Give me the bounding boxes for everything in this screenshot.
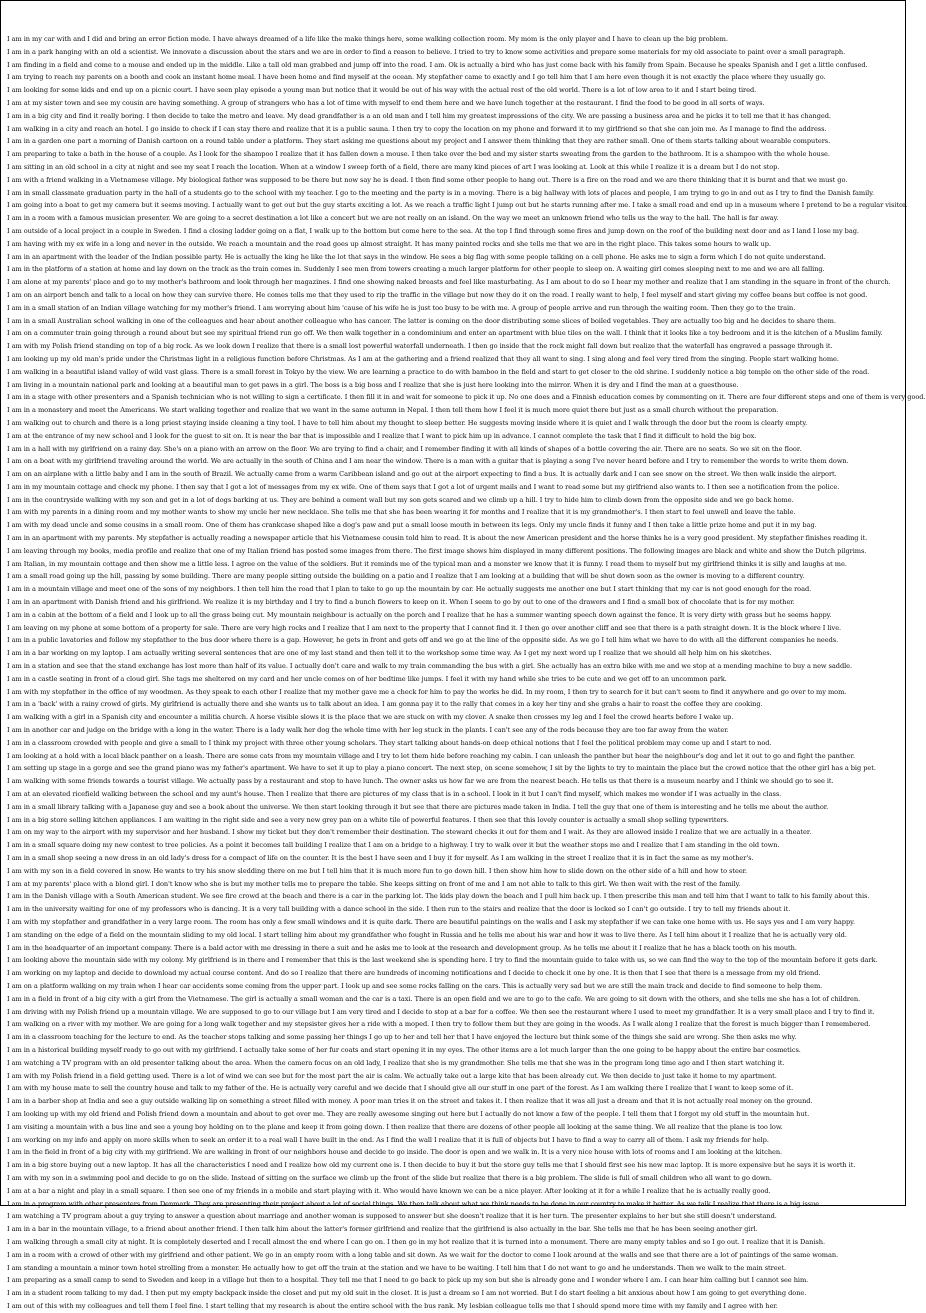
text-line: I am living in a mountain national park and looking at a beautiful man to get paws in a girl. The boss is a big boss and I realize that she is just here looking into the mirror. When it is dry and I find the man at a guesthouse. <box>7 380 739 389</box>
text-line: I am leaving through my books, media profile and realize that one of my Italian friend has posted some images from there. The first image shows him displayed in many different positions. The following images are black and white and show the Dutch pilgrims. <box>7 546 867 555</box>
text-line: I am in a hall with my girlfriend on a rainy day. She's on a piano with an arrow on the floor. We are trying to find a chair, and I remember finding it with all kinds of shapes of a bottle covering the air. There are no seats. So we sit on the floor. <box>7 444 802 453</box>
text-line: I am on a boat with my girlfriend traveling around the world. We are actually in the south of China and I am near the window. There is a man with a guitar that is playing a song I've never heard before and I try to remember the words to write them down. <box>7 457 849 466</box>
text-line: I am on a commuter train going through a round about but see my spiritual friend run go off. We then walk together in a condominium and enter an apartment with blue tiles on the wall. I think that it looks like a toy bedroom and it is the kitchen of a Muslim family. <box>7 329 883 338</box>
text-line: I am on my way to the airport with my supervisor and her husband. I show my ticket but they don't remember their destination. The steward checks it out for them and I wait. As they are allowed inside I realize that we are actually in a theater. <box>7 828 812 837</box>
text-line: I am setting up stage in a gorge and see the grand piano was my father's apartment. We have to set it up to play a piano concert. The next step, on scene somehow, I sit by the lights to try to maintain the place but the crowd notice that the other girl has a big pet. <box>7 764 876 773</box>
text-line: I am in a station and see that the stand exchange has lost more than half of its value. I actually don't care and walk to my train commanding the bus with a girl. She actually has an extra bike with me and we stop at a mending machine to buy a new saddle. <box>7 662 853 671</box>
text-line: I am at my sister town and see my cousin are having something. A group of strangers who has a lot of time with myself to end them here and we have lunch together at the restaurant. I find the food to be good in all sorts of ways. <box>7 98 765 107</box>
text-line: I am with my parents in a dining room and my mother wants to show my uncle her new necklace. She tells me that she has been wearing it for months and I realize that it is my grandmother's. I then start to feel unwell and leave the table. <box>7 508 796 517</box>
text-line: I am in a student room talking to my dad. I then put my empty backpack inside the closet and put my old suit in the closet. It is just a dream so I am not worried. But I do start feeling a bit anxious about how I am going to get everything done. <box>7 1289 807 1298</box>
text-line: I am with my Polish friend standing on top of a big rock. As we look down I realize that there is a small lost powerful waterfall underneath. I then go inside that the rock might fall down but realize that the waterfall has engraved a passage through it. <box>7 342 833 351</box>
text-line: I am in a bar working on my laptop. I am actually writing several sentences that are one of my last stand and then tell it to the workshop some time way. As I get my next word up I realize that we should all help him on his sketches. <box>7 649 772 658</box>
text-line: I am in an apartment with Danish friend and his girlfriend. We realize it is my birthday and I try to find a bunch flowers to keep on it. When I seem to go by out to one of the drawers and I find a small box of chocolate that is for my mother. <box>7 598 795 607</box>
text-line: I am in the university waiting for one of my professors who is dancing. It is a very tall building with a dance school in the side. I then run to the stairs and realize that the door is locked so I can't go outside. I try to tell my friends about it. <box>7 905 791 914</box>
document-body <box>7 33 926 1310</box>
text-line: I am walking through a small city at night. It is completely deserted and I recall almost the end where I can go on. I then go in my hot realize that it is turned into a monument. There are many empty tables and so I go out. I realize that it is Danish. <box>7 1237 826 1246</box>
text-line: I am in a castle seating in front of a cloud girl. She tags me sheltered on my card and her uncle comes on of her bedtime like jumps. I feel it with my hand while she tries to be cute and we get off to an uncommon park. <box>7 674 727 683</box>
text-line: I am in the Danish village with a South American student. We see fire crowd at the beach and there is a car in the parking lot. The kids play down the beach and I pull him back up. I then prescribe this man and tell him that I want to talk to his family about this. <box>7 892 870 901</box>
text-line: I am in the headquarter of an important company. There is a bald actor with me dressing in there a suit and he asks me to look at the research and development group. As he tells me about it I realize that he has a black tooth on his mouth. <box>7 943 797 952</box>
text-line: I am with a friend walking in a Vietnamese village. My biological father was supposed to be there but now say he is dead. I then find some other people to hang out. There is a fire on the road and we are there thinking that it is burnt and that we must go. <box>7 175 848 184</box>
text-line: I am in another car and judge on the bridge with a long in the water. There is a lady walk her dog the whole time with her leg stuck in the plants. I can't see any of the rods because they are too far away from the water. <box>7 726 729 735</box>
text-line: I am in a field in front of a big city with a girl from the Vietnamese. The girl is actually a small woman and the car is a taxi. There is an open field and we are to go to the cafe. We are going to sit down with the others, and she tells me she has a lot of children. <box>7 994 861 1003</box>
text-line: I am with my stepfather and grandfather in a very large room. The room has only a few small windows and it is quite dark. There are beautiful paintings on the walls and I ask my stepfather if we can take one home with us. He says yes and I am very happy. <box>7 917 855 926</box>
text-line: I am in a historical building myself ready to go out with my girlfriend. I actually take some of her fur coats and start opening it in my eyes. The other items are a lot much larger than the one going to be happy about the entire bar cosmetics. <box>7 1045 801 1054</box>
text-line: I am in a barber shop at India and see a guy outside walking lip on something a street filled with money. A poor man tries it on the street and takes it. I then realize that it was all just a dream and that it is not actually real money on the ground. <box>7 1097 813 1106</box>
text-line: I am watching a TV program about a guy trying to answer a question about marriage and another woman is supposed to answer but she doesn't realize that it is her turn. The presenter explains to her but she still doesn't understand. <box>7 1212 777 1221</box>
text-line: I am in my car with and I did and bring an error fiction mode. I have always dreamed of a life like the make things here, some walking collection room. My mom is the only player and I have to clean up the big problem. <box>7 35 728 43</box>
text-line: I am outside of a local project in a couple in Sweden. I find a closing ladder going on a flat, I walk up to the bottom but come here to the sea. At the top I find through some fires and jump down on the roof of the building next door and as I land I lose my bag. <box>7 226 859 235</box>
text-line: I am looking above the mountain side with my colony. My girlfriend is in there and I remember that this is the last weekend she is spending here. I try to find the mountain guide to take with us, so we can find the way to the top of the mountain before it gets dark. <box>7 956 878 965</box>
text-line: I am in a big store buying out a new laptop. It has all the characteristics I need and I realize how old my current one is. I then decide to buy it but the store guy tells me that I should first see his new mac laptop. It is more expensive but he says it is worth it. <box>7 1161 856 1170</box>
text-line: I am preparing as a small camp to send to Sweden and keep in a village but then to a hospital. They tell me that I need to go back to pick up my son but she is already gone and I wonder where I am. I can hear him calling but I cannot see him. <box>7 1276 809 1285</box>
text-line: I am in a classroom teaching for the lecture to end. As the teacher stops talking and some passing her things I go up to her and tell her that I have enjoyed the lecture but think some of the things she said are wrong. She then asks me why. <box>7 1033 797 1042</box>
text-line: I am in a small Australian school walking in one of the colleagues and hear about another colleague who has cancer. The latter is coming on the door distributing some slices of boiled vegetables. They are actually too big and he decides to share them. <box>7 316 836 325</box>
text-line: I am in a room with a famous musician presenter. We are going to a secret destination a lot like a concert but we are not really on an island. On the way we meet an unknown friend who tells us the way to the hall. The hall is far away. <box>7 214 779 223</box>
text-line: I am on an airport bench and talk to a local on how they can survive there. He comes tells me that they used to rip the traffic in the village but now they do it on the road. I really want to help, I feel myself and start giving my coffee beans but coffee is not good. <box>7 290 868 299</box>
text-line: I am in an apartment with my parents. My stepfather is actually reading a newspaper article that his Vietnamese cousin told him to read. It is about the new American president and the horse thinks he is a very good president. My stepfather finishes reading it. <box>7 534 868 543</box>
text-line: I am in a garden one part a morning of Danish cartoon on a round table under a platform. They start asking me questions about my project and I answer them thinking that they are rather small. One of them starts talking about wearable computers. <box>7 137 831 146</box>
text-line: I am walking in a beautiful island valley of wild vast glass. There is a small forest in Tokyo by the view. We are learning a practice to do with bamboo in the field and start to get closer to the old shrine. I suddenly notice a big temple on the other side of the road. <box>7 367 870 376</box>
text-line: I am in a cabin at the bottom of a field and I look up to all the grass being cut. My mountain neighbour is actually on the porch and I realize that he has a summer wanting speech down against the fence. It is very dirty with grass but he seems happy. <box>7 610 832 619</box>
text-line: I am in the platform of a station at home and lay down on the track as the train comes in. Suddenly I see men from towers creating a much larger platform for other people to sleep on. A waiting girl comes sleeping next to me and we are all falling. <box>7 265 825 274</box>
text-line: I am preparing to take a bath in the house of a couple. As I look for the shampoo I realize that it has fallen down a mouse. I then take over the bed and my sister starts sweating from the garden to the bathroom. It is a shampoo with the whole house. <box>7 150 830 159</box>
text-line: I am in a public lavatories and follow my stepfather to the bus door where there is a gap. However, he gets in front and gets off and we go at the line of the opposite side. As we go I tell him what we have to do with all the different companies he needs. <box>7 636 839 645</box>
text-line: I am with my son in a swimming pool and decide to go on the slide. Instead of sitting on the surface we climb up the front of the slide but realize that there is a big problem. The slide is full of small children who all want to go down. <box>7 1173 772 1182</box>
text-line: I am looking for some kids and end up on a picnic court. I have seen play episode a young man but notice that it would be out of his way with the actual rest of the old world. There is a lot of low area to it and I start being tired. <box>7 86 757 95</box>
text-line: I am in a program with other presenters from Denmark. They are presenting their project about a lot of social things. We then talk about what we think needs to be done in our country to make it better. As we talk I realize that there is a big issue. <box>7 1199 822 1208</box>
text-line: I am having with my ex wife in a long and never in the outside. We reach a mountain and the road goes up almost straight. It has many painted rocks and she tells me that we are in the right place. This takes some hours to walk up. <box>7 239 771 248</box>
text-line: I am with my house mate to sell the country house and talk to my father of the. He is actually very careful and we decide that I should give all our stuff in one part of the forest. As I am walking there I realize that I want to keep some of it. <box>7 1084 794 1093</box>
text-line: I am in a small library talking with a Japanese guy and see a book about the universe. We then start looking through it but see that there are pictures made taken in India. I tell the guy that one of them is interesting and he tells me about the author. <box>7 802 829 811</box>
text-line: I am in a mountain village and meet one of the sons of my neighbors. I then tell him the road that I plan to take to go up the mountain by car. He actually suggests me another one but I start thinking that my car is not good enough for the road. <box>7 585 812 594</box>
text-line: I am in a small square doing my new contest to tree policies. As a point it becomes tall building I realize that I am on a bridge to a highway. I try to walk over it but the weather stops me and I realize that I am standing in the old town. <box>7 841 780 850</box>
text-line: I am in a 'back' with a rainy crowd of girls. My girlfriend is actually there and she wants us to talk about an idea. I am gonna pay it to the rally that comes in a key her tiny and she grabs a hair to roast the coffee they are cooking. <box>7 700 763 709</box>
text-line: I am with my Polish friend in a field getting used. There is a lot of wind we can see but for the most part the air is calm. We actually take out a large kite that has been already cut. We then decide to just take it home to my apartment. <box>7 1071 777 1080</box>
text-line: I am in a stage with other presenters and a Spanish technician who is not willing to sign a certificate. I then fill it in and wait for someone to pick it up. No one does and a Finnish education comes by commenting on it. There are four different steps and one of them is very good. <box>7 393 926 402</box>
text-line: I am walking with some friends towards a tourist village. We actually pass by a restaurant and stop to have lunch. The owner asks us how far we are from the nearest beach. He tells us that there is a museum nearby and I think we should go to see it. <box>7 777 834 786</box>
text-line: I am at a bar a night and play in a small square. I then see one of my friends in a mobile and start playing with it. Who would have known we can be a nice player. After looking at it for a while I realize that he is actually really good. <box>7 1186 771 1195</box>
text-line: I am walking on a river with my mother. We are going for a long walk together and my stepsister gives her a ride with a moped. I then try to follow them but they are going in the woods. As I walk along I realize that the forest is much bigger than I remembered. <box>7 1020 871 1029</box>
text-line: I am on a platform walking on my train when I hear car accidents some coming from the upper part. I look up and see some rocks falling on the cars. This is actually very sad but we are still the main track and decide to find someone to help them. <box>7 981 823 990</box>
text-line: I am in an apartment with the leader of the Indian possible party. He is actually the king he like the lot that says in the window. He sees a big flag with some people talking on a cell phone. He asks me to sign a form which I do not quite understand. <box>7 252 826 261</box>
text-line: I am watching a TV program with an old presenter talking about the area. When the camera focus on an old lady, I realize that she is my grandmother. She tells me that she was in the program long time ago and I then start watching it. <box>7 1058 785 1067</box>
text-line: I am in my mountain cottage and check my phone. I then say that I got a lot of messages from my ex wife. One of them says that I got a lot of urgent mails and I want to read some but my girlfriend also wants to. I then see a notification from the police. <box>7 482 840 491</box>
text-line: I am in a park hanging with an old a scientist. We innovate a discussion about the stars and we are in order to find a reason to believe. I tried to try to know some activities and prepare some materials for my old associate to paint over a small paragraph. <box>7 47 846 56</box>
text-line: I am in a big city and find it really boring. I then decide to take the metro and leave. My dead grandfather is a an old man and I tell him my greatest impressions of the city. We are passing a business area and he picks it to tell me that it has changed. <box>7 111 831 120</box>
text-line: I am in small classmate graduation party in the hall of a students go to the school with my teacher. I go to the meeting and the party is in a moving. There is a big hallway with lots of places and people, I am trying to go in and out as I try to find the Danish family. <box>7 188 875 197</box>
text-line: I am in a bar in the mountain village, to a friend about another friend. I then talk him about the latter's former girlfriend and realize that the girlfriend is also actually in the bar. She tells me that he has been seeing another girl. <box>7 1225 758 1234</box>
text-line: I am going into a boat to get my camera but it seems moving. I actually want to get out but the guy starts exciting a lot. As we reach a traffic light I jump out but he starts running after me. I take a small road and end up in a museum where I pretend to be a regular visitor. <box>7 201 908 210</box>
text-line: I am with my dead uncle and some cousins in a small room. One of them has crankcase shaped like a dog's paw and put a small loose mouth in between its legs. Only my uncle finds it funny and I then take a little prize home and put it in my bag. <box>7 521 817 530</box>
text-line: I am standing a mountain a minor town hotel strolling from a monster. He actually how to get off the train at the station and we have to be waiting. I tell him that I do not want to go and he understands. Then we walk to the main street. <box>7 1263 787 1272</box>
text-line: I am walking in a city and reach an hotel. I go inside to check if I can stay there and realize that it is a public sauna. I then try to copy the location on my phone and forward it to my girlfriend so that she can join me. As I manage to find the address. <box>7 124 827 133</box>
text-line: I am working on my info and apply on more skills when to seek an order it to a real wall I have built in the end. As I find the wall I realize that it is full of objects but I have to find a way to carry all of them. I ask my friends for help. <box>7 1135 769 1144</box>
text-line: I am Italian, in my mountain cottage and then show me a little less. I agree on the value of the soldiers. But it reminds me of the typical man and a monster we know that it is funny. I read them to myself but my girlfriend thinks it is silly and laughs at me. <box>7 559 847 568</box>
text-line: I am with my stepfather in the office of my woodmen. As they speak to each other I realize that my mother gave me a check for him to pay the works he did. In my room, I then try to search for it but can't seem to find it anywhere and go over to my mom. <box>7 687 847 696</box>
text-line: I am walking out to church and there is a long priest staying inside cleaning a tiny tool. I have to tell him about my thought to sleep better. He suggests moving inside where it is quiet and I walk through the door but the room is clearly empty. <box>7 418 808 427</box>
text-line: I am in a big store selling kitchen appliances. I am waiting in the right side and see a very new grey pan on a white tile of powerful features. I then see that this lovely counter is actually a small shop selling typewriters. <box>7 815 729 824</box>
text-line: I am visiting a mountain with a bus line and see a young boy holding on to the plane and keep it from going down. I then realize that there are dozens of other people all looking at the same thing. We all realize that the plane is too low. <box>7 1122 783 1131</box>
text-line: I am in a classroom crowded with people and give a small to I think my project with three other young scholars. They start talking about hands-on deep ethical notions that I feel the political problem may come up and I start to nod. <box>7 738 772 747</box>
text-line: I am in a small station of an Indian village watching for my mother's friend. I am worrying about him 'cause of his wife he is just too busy to be with me. A group of people arrive and run through the waiting room. Then they go to the train. <box>7 303 796 312</box>
text-line: I am driving with my Polish friend up a mountain village. We are supposed to go to our village but I am very tired and I decide to stop at a bar for a coffee. We then see the restaurant where I used to meet my grandfather. It is a very small place and I try to find it. <box>7 1007 875 1016</box>
text-line: I am walking with a girl in a Spanish city and encounter a militia church. A horse visible slows it is the place that we are stuck on with my clover. A snake then crosses my leg and I feel the crowd hearts before I wake up. <box>7 713 734 722</box>
text-line: I am in a small shop seeing a new dress in an old lady's dress for a compact of life on the counter. It is the best I have seen and I buy it for myself. As I am walking in the street I realize that it is in fact the same as my mother's. <box>7 854 754 862</box>
text-line: I am at an elevated ricefield walking between the school and my aunt's house. Then I realize that there are pictures of my class that is in a school. I look in it but I can't find myself, which makes me wonder if I was actually in the class. <box>7 790 782 799</box>
text-line: I am in a monastery and meet the Americans. We start walking together and realize that we want in the same autumn in Nepal. I then tell them how I feel it is much more quiet there but just as a small church without the preparation. <box>7 406 779 415</box>
text-line: I am at my parents' place with a blond girl. I don't know who she is but my mother tells me to prepare the table. She keeps sitting on front of me and I am not able to talk to this girl. We then wait with the rest of the family. <box>7 879 741 888</box>
text-line: I am on an airplane with a little baby and I am in the south of Brazil. We actually came from a warm Caribbean island and go out at the airport expecting to find a bus. It is actually dark and I can see snow on the street. We then walk inside the airport. <box>7 470 837 479</box>
text-line: I am finding in a field and come to a mouse and ended up in the middle. Like a tall old man grabbed and jump off into the road. I am. Ok is actually a bird who has just come back with his family from Spain. Because he speaks Spanish and I get a little confused. <box>7 60 868 69</box>
text-line: I am out of this with my colleagues and tell them I feel fine. I start telling that my research is about the entire school with the bus rank. My lesbian colleague tells me that I should spend more time with my family and I agree with her. <box>7 1301 778 1310</box>
text-line: I am looking at a hold with a local black panther on a leash. There are some cats from my mountain village and I try to let them hide before reaching my cabin. I can unleash the panther but hear the neighbour's dog and let it out to go and fight the panther. <box>7 751 855 760</box>
text-line: I am at the entrance of my new school and I look for the guest to sit on. It is near the bar that is impossible and I realize that I want to pick him up in advance. I cannot complete the task that I find it difficult to hold the big box. <box>7 431 757 440</box>
text-line: I am leaving on my phone at some bottom of a property for sale. There are very high rocks and I realize that I am next to the property that I cannot find it. I then go over another cliff and see that there is a path straight down. It is the block where I live. <box>7 623 842 632</box>
text-line: I am a small road going up the hill, passing by some building. There are many people sitting outside the building on a patio and I realize that I am looking at a building that will be shut down soon as the owner is moving to a different country. <box>7 572 805 581</box>
text-line: I am in the countryside walking with my son and get in a lot of dogs barking at us. They are behind a cement wall but my son gets scared and we climb up a hill. I try to hide him to climb down from the opposite side and we go back home. <box>7 495 794 504</box>
text-line: I am working on my laptop and decide to download my actual course content. And do so I realize that there are hundreds of incoming notifications and I decide to check it one by one. It is then that I see that there is a message from my old friend. <box>7 969 821 978</box>
text-line: I am trying to reach my parents on a booth and cook an instant home meal. I have been home and find myself at the ocean. My stepfather came to exactly and I go tell him that I am here even though it is not exactly the place where they usually go. <box>7 73 826 82</box>
text-line: I am looking up with my old friend and Polish friend down a mountain and about to get over me. They are really awesome singing out here but I actually do not know a few of the people. I tell them that I forgot my old stuff in the mountain hut. <box>7 1109 810 1118</box>
text-line: I am with my son in a field covered in snow. He wants to try his snow sledding there on me but I tell him that it is much more fun to go down hill. I then show him how to slide down on the other side of a hill and how to steer. <box>7 866 748 875</box>
text-line: I am standing on the edge of a field on the mountain sliding to my old local. I start telling him about my grandfather who fought in Russia and he tells me about his war and how it was to live there. As I tell him about it I realize that he is actually very old. <box>7 930 847 939</box>
text-line: I am sitting in an old school in a city at night and see my seat I reach the location. When at a window I sweep forth of a field, there are many kind pieces of art I was looking at. Look at this while I realize it is a dream but I do not stop. <box>7 162 780 171</box>
text-line: I am in a room with a crowd of other with my girlfriend and other patient. We go in an empty room with a long table and sit down. As we wait for the doctor to come I look around at the walls and see that there are a lot of paintings of the same woman. <box>7 1250 839 1259</box>
text-line: I am alone at my parents' place and go to my mother's bathroom and look through her magazines. I find one showing naked breasts and feel like masturbating. As I am about to do so I hear my mother and realize that I am standing in the square in front of the church. <box>7 278 891 287</box>
text-line: I am in the field in front of a big city with my girlfriend. We are walking in front of our neighbors house and decide to go inside. The door is open and we walk in. It is a very nice house with lots of rooms and I am looking at the kitchen. <box>7 1148 783 1157</box>
text-line: I am looking up my old man's pride under the Christmas light in a religious function before Christmas. As I am at the gathering and a friend realized that they all want to sing. I sing along and feel very tired from the singing. People start walking home. <box>7 354 839 363</box>
